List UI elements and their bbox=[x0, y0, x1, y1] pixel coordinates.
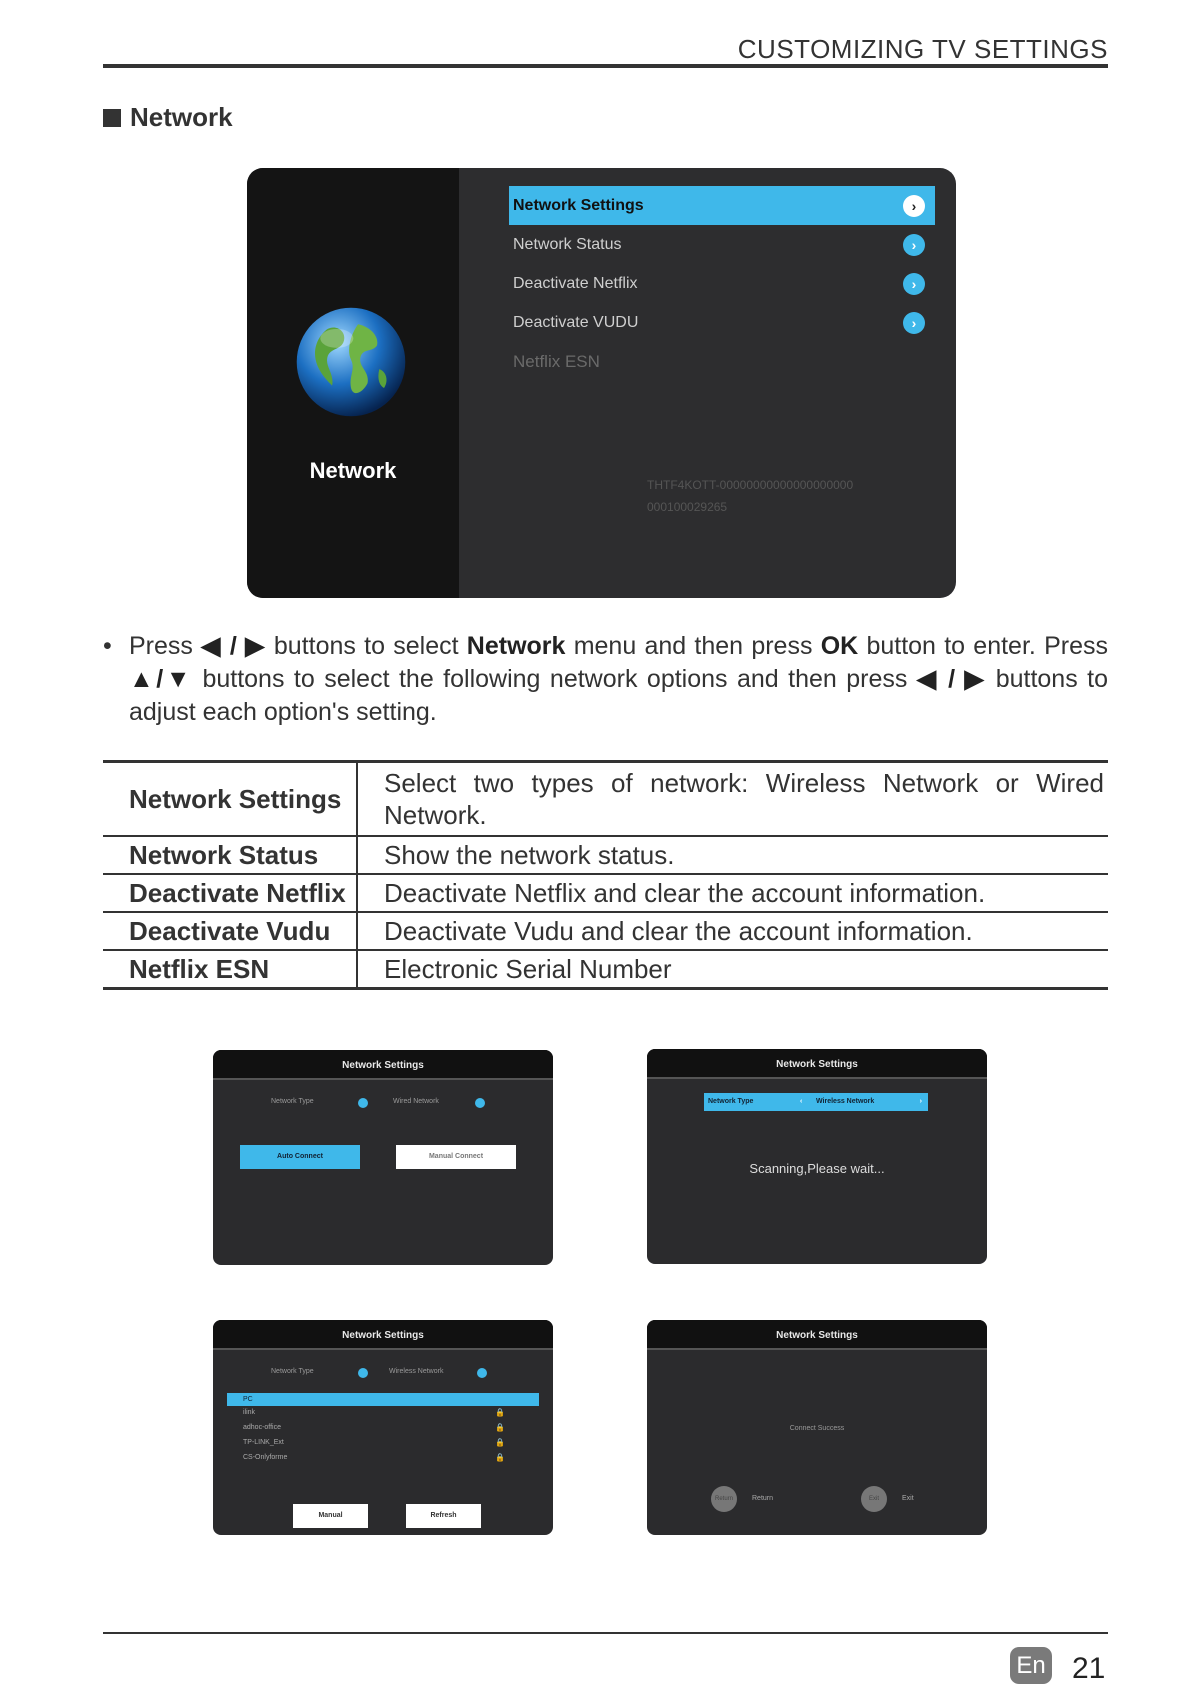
table-key: Network Settings bbox=[103, 762, 357, 836]
table-value: Deactivate Netflix and clear the account information. bbox=[357, 874, 1108, 912]
esn-line-1: THTF4KOTT-00000000000000000000 bbox=[647, 478, 854, 492]
table-value: Show the network status. bbox=[357, 836, 1108, 874]
instruction-paragraph bbox=[103, 630, 1108, 729]
menu-item-network-settings[interactable] bbox=[509, 186, 935, 225]
table-row bbox=[103, 762, 1108, 836]
instruction-text: button to enter. Press bbox=[866, 632, 1108, 660]
screen-title: Network Settings bbox=[213, 1320, 553, 1350]
network-options-table bbox=[103, 760, 1108, 990]
table-key: Deactivate Vudu bbox=[103, 912, 357, 950]
network-type-value: Wireless Network bbox=[816, 1098, 875, 1105]
chevron-right-icon: › bbox=[903, 234, 925, 256]
esn-line-2: 000100029265 bbox=[647, 500, 728, 514]
screen-wireless-scanning bbox=[647, 1049, 987, 1264]
instruction-text: menu and then press bbox=[573, 632, 813, 660]
globe-icon bbox=[292, 303, 410, 421]
network-type-label: Network Type bbox=[271, 1098, 314, 1105]
screen-wired-network bbox=[213, 1050, 553, 1265]
table-key: Netflix ESN bbox=[103, 950, 357, 989]
esn-value bbox=[647, 474, 853, 518]
menu-item-deactivate-netflix[interactable] bbox=[509, 264, 935, 303]
instruction-text: Press bbox=[129, 632, 193, 660]
screen-title: Network Settings bbox=[647, 1320, 987, 1350]
wifi-list-item[interactable]: PC bbox=[227, 1393, 539, 1406]
screen-wireless-list bbox=[213, 1320, 553, 1535]
arrow-right-icon[interactable] bbox=[475, 1098, 485, 1108]
wifi-list-item[interactable]: CS-Onlyforme bbox=[243, 1454, 288, 1461]
arrow-left-icon[interactable] bbox=[358, 1368, 368, 1378]
wifi-list-item[interactable]: TP-LINK_Ext bbox=[243, 1439, 284, 1446]
return-label: Return bbox=[752, 1495, 774, 1502]
network-menu-screenshot bbox=[247, 168, 956, 598]
table-row bbox=[103, 836, 1108, 874]
exit-label: Exit bbox=[902, 1495, 914, 1502]
network-type-value: Wireless Network bbox=[389, 1368, 444, 1375]
menu-item-label: Network Status bbox=[513, 235, 622, 253]
arrow-right-icon[interactable] bbox=[477, 1368, 487, 1378]
arrow-right-icon: › bbox=[919, 1098, 922, 1105]
screen-title: Network Settings bbox=[647, 1049, 987, 1079]
chevron-right-icon: › bbox=[903, 312, 925, 334]
instruction-keyword: Network bbox=[466, 632, 566, 660]
left-right-arrows-icon: ◀ / ▶ bbox=[201, 632, 266, 660]
header-divider bbox=[103, 64, 1108, 68]
scanning-message: Scanning,Please wait... bbox=[749, 1161, 885, 1176]
chevron-right-icon: › bbox=[903, 195, 925, 217]
table-value: Select two types of network: Wireless Network or Wired Network. bbox=[357, 762, 1108, 836]
table-value: Deactivate Vudu and clear the account information. bbox=[357, 912, 1108, 950]
lock-icon: 🔒 bbox=[495, 1453, 505, 1462]
network-type-label: Network Type bbox=[708, 1098, 754, 1105]
wifi-list-item[interactable]: adhoc-office bbox=[243, 1424, 282, 1431]
exit-key-icon[interactable]: Exit bbox=[861, 1486, 887, 1512]
section-heading bbox=[103, 102, 233, 133]
page-number: 21 bbox=[1072, 1652, 1106, 1684]
menu-item-network-status[interactable] bbox=[509, 225, 935, 264]
manual-button[interactable]: Manual bbox=[293, 1504, 368, 1528]
up-down-arrows-icon: ▲/▼ bbox=[129, 665, 193, 693]
instruction-text: buttons to select bbox=[273, 632, 459, 660]
lock-icon: 🔒 bbox=[495, 1423, 505, 1432]
connect-success-message: Connect Success bbox=[789, 1425, 845, 1432]
menu-item-label: Deactivate VUDU bbox=[513, 313, 639, 331]
instruction-keyword: OK bbox=[820, 632, 859, 660]
screen-connect-success bbox=[647, 1320, 987, 1535]
table-row bbox=[103, 874, 1108, 912]
table-key: Deactivate Netflix bbox=[103, 874, 357, 912]
auto-connect-button[interactable]: Auto Connect bbox=[240, 1145, 360, 1169]
page-header-title: CUSTOMIZING TV SETTINGS bbox=[737, 34, 1108, 64]
menu-item-deactivate-vudu[interactable] bbox=[509, 303, 935, 342]
table-key: Network Status bbox=[103, 836, 357, 874]
menu-item-label: Netflix ESN bbox=[513, 351, 600, 371]
instruction-text: buttons to adjust each option's setting. bbox=[129, 665, 1109, 726]
wifi-list-item[interactable]: ilink bbox=[243, 1409, 256, 1416]
menu-item-label: Network Settings bbox=[513, 196, 644, 214]
arrow-left-icon[interactable] bbox=[358, 1098, 368, 1108]
chevron-right-icon: › bbox=[903, 273, 925, 295]
network-type-value: Wired Network bbox=[393, 1098, 439, 1105]
table-row bbox=[103, 912, 1108, 950]
square-bullet-icon bbox=[103, 109, 121, 127]
network-options-menu bbox=[509, 186, 935, 381]
left-right-arrows-icon: ◀ / ▶ bbox=[916, 665, 987, 693]
arrow-left-icon: ‹ bbox=[800, 1098, 803, 1105]
manual-connect-button[interactable]: Manual Connect bbox=[396, 1145, 516, 1169]
screen-title: Network Settings bbox=[213, 1050, 553, 1080]
instruction-text: buttons to select the following network options and then press bbox=[202, 665, 908, 693]
table-value: Electronic Serial Number bbox=[357, 950, 1108, 989]
refresh-button[interactable]: Refresh bbox=[406, 1504, 481, 1528]
lock-icon: 🔒 bbox=[495, 1408, 505, 1417]
menu-category-label: Network bbox=[309, 458, 397, 483]
menu-item-label: Deactivate Netflix bbox=[513, 274, 638, 292]
network-type-label: Network Type bbox=[271, 1368, 314, 1375]
bullet-dot: • bbox=[103, 632, 112, 660]
network-type-bar[interactable] bbox=[704, 1093, 928, 1111]
menu-item-netflix-esn bbox=[509, 342, 935, 381]
lock-icon: 🔒 bbox=[495, 1438, 505, 1447]
footer-divider bbox=[103, 1632, 1108, 1634]
language-badge: En bbox=[1010, 1647, 1052, 1684]
return-key-icon[interactable]: Return bbox=[711, 1486, 737, 1512]
table-row bbox=[103, 950, 1108, 989]
section-title: Network bbox=[130, 102, 233, 132]
menu-category-panel bbox=[247, 168, 459, 598]
